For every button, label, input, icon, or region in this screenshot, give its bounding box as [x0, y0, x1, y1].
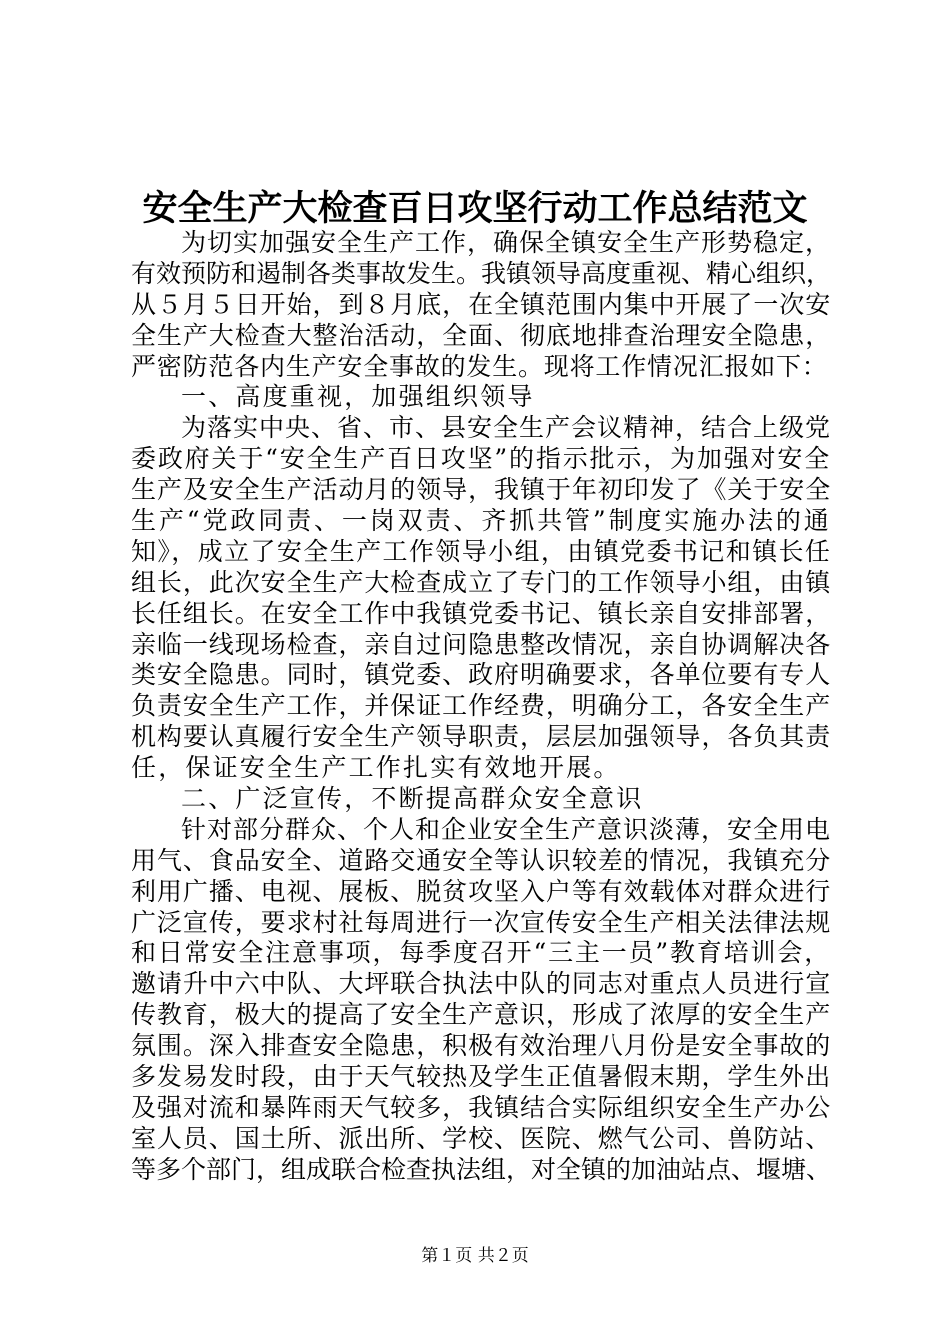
text-line: 严密防范各内生产安全事故的发生。现将工作情况汇报如下： [131, 351, 828, 381]
text-line: 等多个部门，组成联合检查执法组，对全镇的加油站点、堰塘、 [131, 1154, 832, 1184]
text-line: 和日常安全注意事项，每季度召开“三主一员”教育培训会， [131, 938, 831, 968]
text-line: 二、广泛宣传，不断提高群众安全意识 [181, 784, 644, 814]
text-line: 多发易发时段，由于天气较热及学生正值暑假末期，学生外出 [131, 1062, 831, 1092]
text-line: 有效预防和遏制各类事故发生。我镇领导高度重视、精心组织， [131, 258, 832, 288]
text-line: 生产“党政同责、一岗双责、齐抓共管”制度实施办法的通 [131, 506, 831, 536]
text-line: 为切实加强安全生产工作，确保全镇安全生产形势稳定， [181, 228, 832, 257]
text-line: 机构要认真履行安全生产领导职责，层层加强领导，各负其责 [131, 722, 831, 752]
text-line: 负责安全生产工作，并保证工作经费，明确分工，各安全生产 [131, 691, 831, 721]
text-line: 知》，成立了安全生产工作领导小组，由镇党委书记和镇长任 [131, 536, 832, 566]
text-line: 任，保证安全生产工作扎实有效地开展。 [131, 753, 621, 783]
text-line: 一、高度重视，加强组织领导 [181, 382, 535, 412]
text-line: 为落实中央、省、市、县安全生产会议精神，结合上级党 [181, 413, 832, 443]
text-line: 传教育，极大的提高了安全生产意识，形成了浓厚的安全生产 [131, 1000, 831, 1030]
text-line: 委政府关于“安全生产百日攻坚”的指示批示，为加强对安全 [131, 444, 831, 474]
text-line: 长任组长。在安全工作中我镇党委书记、镇长亲自安排部署， [131, 598, 831, 628]
text-line: 针对部分群众、个人和企业安全生产意识淡薄，安全用电 [181, 814, 832, 844]
text-line: 类安全隐患。同时，镇党委、政府明确要求，各单位要有专人 [131, 660, 831, 690]
text-line: 用气、食品安全、道路交通安全等认识较差的情况，我镇充分 [131, 845, 831, 875]
page-number-footer: 第１页 共２页 [421, 1246, 529, 1266]
text-line: 生产及安全生产活动月的领导，我镇于年初印发了《关于安全 [131, 475, 831, 505]
text-line: 组长，此次安全生产大检查成立了专门的工作领导小组，由镇 [131, 567, 831, 597]
text-line: 邀请升中六中队、大坪联合执法中队的同志对重点人员进行宣 [131, 969, 831, 999]
text-line: 从５月５日开始，到８月底，在全镇范围内集中开展了一次安 [131, 289, 831, 319]
text-line: 亲临一线现场检查，亲自过问隐患整改情况，亲自协调解决各 [131, 629, 831, 659]
document-title: 安全生产大检查百日攻坚行动工作总结范文 [142, 188, 808, 229]
text-line: 及强对流和暴阵雨天气较多，我镇结合实际组织安全生产办公 [131, 1092, 831, 1122]
document-body [131, 228, 831, 1186]
text-line: 广泛宣传，要求村社每周进行一次宣传安全生产相关法律法规 [131, 907, 831, 937]
text-line: 全生产大检查大整治活动，全面、彻底地排查治理安全隐患， [131, 320, 831, 350]
text-line: 氛围。深入排查安全隐患，积极有效治理八月份是安全事故的 [131, 1031, 831, 1061]
text-line: 利用广播、电视、展板、脱贫攻坚入户等有效载体对群众进行 [131, 876, 831, 906]
text-line: 室人员、国土所、派出所、学校、医院、燃气公司、兽防站、 [131, 1123, 831, 1153]
